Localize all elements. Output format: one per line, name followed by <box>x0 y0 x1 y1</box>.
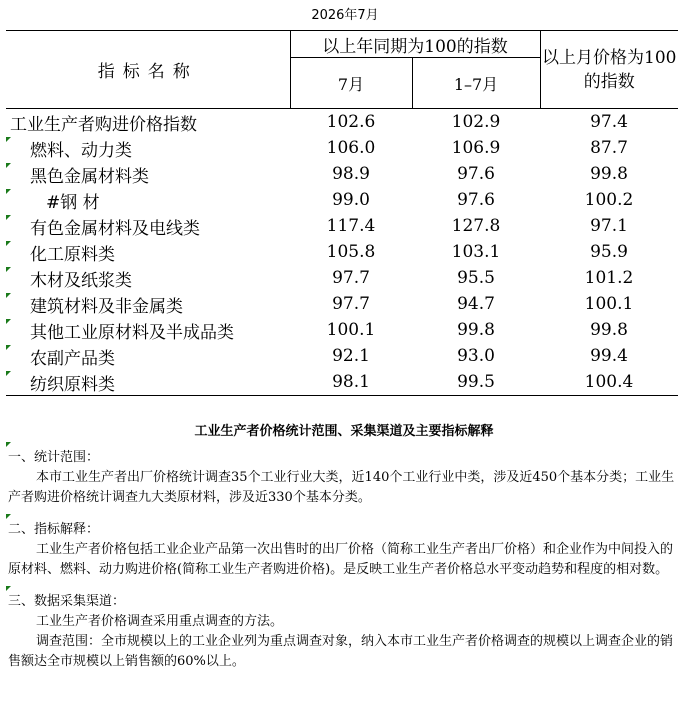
header-mom-index: 以上月价格为100的指数 <box>540 31 678 109</box>
indicator-name-cell <box>6 265 290 291</box>
header-indicator-name: 指标名称 <box>6 31 290 109</box>
comment-marker-icon <box>6 189 11 194</box>
notes-title: 工业生产者价格统计范围、采集渠道及主要指标解释 <box>194 424 494 439</box>
comment-marker-icon <box>6 345 11 350</box>
cell-text: 97.7 <box>332 294 370 314</box>
mom-index-cell <box>540 135 678 161</box>
month-index-cell <box>290 317 412 343</box>
month-index-cell <box>290 109 412 136</box>
mom-index-cell <box>540 161 678 187</box>
cell-text: 97.6 <box>457 164 495 184</box>
comment-marker-icon <box>6 293 11 298</box>
month-index-cell <box>290 135 412 161</box>
section-channels <box>8 592 680 672</box>
indicator-name-cell <box>6 343 290 369</box>
table-row <box>6 343 678 369</box>
cell-text: 103.1 <box>451 242 501 262</box>
table-row <box>6 187 678 213</box>
cell-text: 99.0 <box>332 190 370 210</box>
section-paragraph: 本市工业生产者出厂价格统计调查35个工业行业大类，近140个工业行业中类，涉及近450个基本分类；工业生产者购进价格统计调查九大类原材料，涉及近330个基本分类。 <box>8 470 675 505</box>
month-index-cell <box>290 161 412 187</box>
cell-text: 117.4 <box>326 216 376 236</box>
section-definitions <box>8 520 680 580</box>
month-index-cell <box>290 265 412 291</box>
cell-text: 100.4 <box>584 372 634 392</box>
cell-text: 化工原料类 <box>30 244 115 265</box>
indicator-name-cell <box>6 369 290 396</box>
cell-text: 106.0 <box>326 138 376 158</box>
month-index-cell <box>290 187 412 213</box>
table-row <box>6 161 678 187</box>
price-index-table <box>6 30 678 396</box>
table-row <box>6 291 678 317</box>
cell-text: 木材及纸浆类 <box>30 270 132 291</box>
cell-text: 102.9 <box>451 112 501 132</box>
cell-text: 97.4 <box>590 112 628 132</box>
cell-text: 黑色金属材料类 <box>30 166 149 187</box>
cell-text: #钢 材 <box>46 192 100 213</box>
cell-text: 87.7 <box>590 138 628 158</box>
mom-index-cell <box>540 343 678 369</box>
table-row <box>6 317 678 343</box>
indicator-name-cell <box>6 187 290 213</box>
cell-text: 纺织原料类 <box>30 374 115 395</box>
section-paragraph: 工业生产者价格包括工业企业产品第一次出售时的出厂价格（简称工业生产者出厂价格）和企业作为中间投入的原材料、燃料、动力购进价格(简称工业生产者购进价格)。是反映工业生产者价格总水平变动趋势和程度的相对数。 <box>8 542 674 577</box>
mom-index-cell <box>540 317 678 343</box>
mom-index-cell <box>540 187 678 213</box>
indicator-name-cell <box>6 213 290 239</box>
cell-text: 建筑材料及非金属类 <box>30 296 183 317</box>
cell-text: 98.1 <box>332 372 370 392</box>
cell-text: 92.1 <box>332 346 370 366</box>
cell-text: 100.1 <box>326 320 376 340</box>
indicator-name-cell <box>6 291 290 317</box>
cell-text: 95.9 <box>590 242 628 262</box>
comment-marker-icon <box>6 137 11 142</box>
cell-text: 98.9 <box>332 164 370 184</box>
header-yoy-index: 以上年同期为100的指数 <box>290 31 540 58</box>
table-row <box>6 109 678 136</box>
cell-text: 其他工业原材料及半成品类 <box>30 322 234 343</box>
cumulative-index-cell <box>412 135 540 161</box>
cell-text: 97.7 <box>332 268 370 288</box>
table-row <box>6 213 678 239</box>
section-heading: 一、统计范围： <box>8 450 100 465</box>
table-row <box>6 265 678 291</box>
section-paragraph: 工业生产者价格调查采用重点调查的方法。 <box>36 614 284 629</box>
comment-marker-icon <box>6 163 11 168</box>
indicator-name-cell <box>6 135 290 161</box>
cell-text: 93.0 <box>457 346 495 366</box>
mom-index-cell <box>540 265 678 291</box>
indicator-name-cell <box>6 161 290 187</box>
comment-marker-icon <box>6 319 11 324</box>
cell-text: 127.8 <box>451 216 501 236</box>
cell-text: 99.8 <box>590 320 628 340</box>
header-month: 7月 <box>290 58 412 109</box>
cumulative-index-cell <box>412 317 540 343</box>
cell-text: 105.8 <box>326 242 376 262</box>
cell-text: 106.9 <box>451 138 501 158</box>
cell-text: 燃料、动力类 <box>30 140 132 161</box>
indicator-name-cell <box>6 109 290 136</box>
cumulative-index-cell <box>412 213 540 239</box>
cell-text: 95.5 <box>457 268 495 288</box>
indicator-name-cell <box>6 317 290 343</box>
cell-text: 农副产品类 <box>30 348 115 369</box>
section-paragraph: 调查范围：全市规模以上的工业企业列为重点调查对象，纳入本市工业生产者价格调查的规模以上调查企业的销售额达全市规模以上销售额的60%以上。 <box>8 634 674 669</box>
mom-index-cell <box>540 109 678 136</box>
cell-text: 99.5 <box>457 372 495 392</box>
comment-marker-icon <box>6 267 11 272</box>
comment-marker-icon <box>6 215 11 220</box>
mom-index-cell <box>540 213 678 239</box>
mom-index-cell <box>540 291 678 317</box>
cell-text: 99.8 <box>457 320 495 340</box>
cell-text: 有色金属材料及电线类 <box>30 218 200 239</box>
month-index-cell <box>290 343 412 369</box>
cell-text: 101.2 <box>584 268 634 288</box>
report-date: 2026年7月 <box>311 8 379 23</box>
comment-marker-icon <box>6 514 11 519</box>
month-index-cell <box>290 213 412 239</box>
month-index-cell <box>290 291 412 317</box>
cell-text: 99.4 <box>590 346 628 366</box>
table-row <box>6 135 678 161</box>
comment-marker-icon <box>6 371 11 376</box>
cumulative-index-cell <box>412 109 540 136</box>
indicator-name-cell <box>6 239 290 265</box>
cumulative-index-cell <box>412 239 540 265</box>
section-heading: 二、指标解释： <box>8 522 100 537</box>
mom-index-cell <box>540 239 678 265</box>
cell-text: 97.6 <box>457 190 495 210</box>
cell-text: 94.7 <box>457 294 495 314</box>
cumulative-index-cell <box>412 187 540 213</box>
notes-section <box>8 422 680 672</box>
cumulative-index-cell <box>412 161 540 187</box>
cumulative-index-cell <box>412 343 540 369</box>
cell-text: 97.1 <box>590 216 628 236</box>
table-row <box>6 239 678 265</box>
comment-marker-icon <box>6 586 11 591</box>
cell-text: 100.2 <box>584 190 634 210</box>
comment-marker-icon <box>6 442 11 447</box>
cell-text: 99.8 <box>590 164 628 184</box>
table-row <box>6 369 678 396</box>
mom-index-cell <box>540 369 678 396</box>
cell-text: 102.6 <box>326 112 376 132</box>
comment-marker-icon <box>6 241 11 246</box>
cumulative-index-cell <box>412 265 540 291</box>
cumulative-index-cell <box>412 291 540 317</box>
section-heading: 三、数据采集渠道： <box>8 594 126 609</box>
header-cumulative: 1–7月 <box>412 58 540 109</box>
cell-text: 工业生产者购进价格指数 <box>10 114 197 135</box>
section-scope <box>8 448 680 508</box>
cumulative-index-cell <box>412 369 540 396</box>
month-index-cell <box>290 239 412 265</box>
cell-text: 100.1 <box>584 294 634 314</box>
month-index-cell <box>290 369 412 396</box>
